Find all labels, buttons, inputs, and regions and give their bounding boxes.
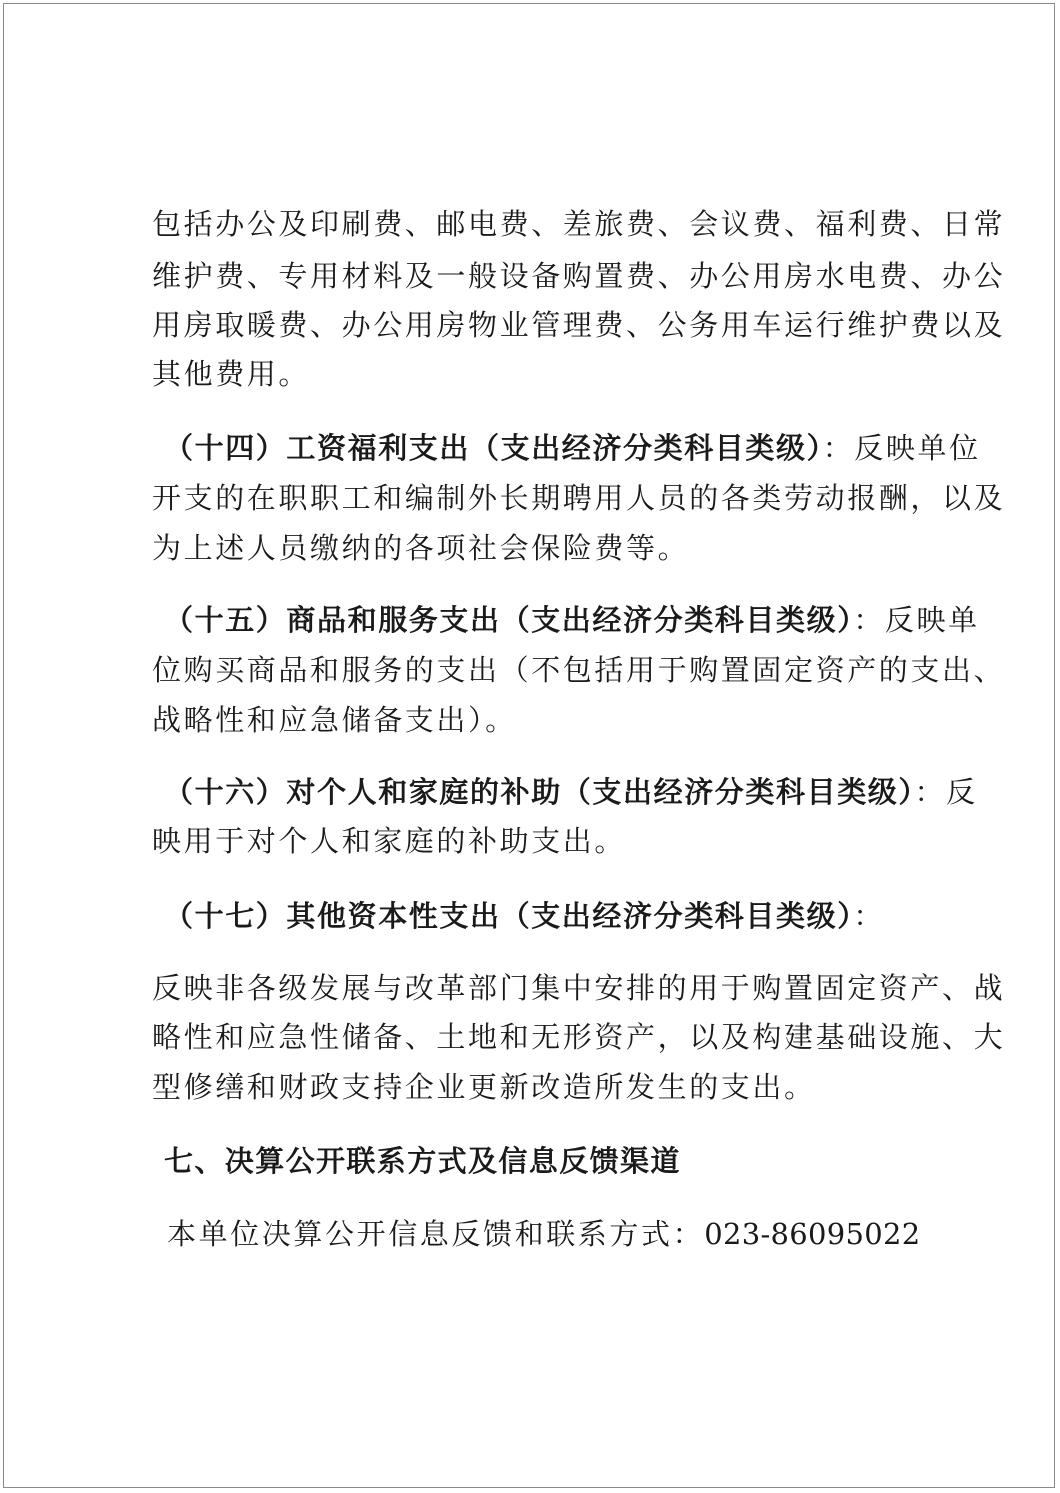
contact-line [167,1216,921,1252]
body-text-line: 包括办公及印刷费、邮电费、差旅费、会议费、福利费、日常 [152,207,1006,241]
item-14-lead: ：反映单位 [822,431,981,465]
item-16-title: （十六）对个人和家庭的补助（支出经济分类科目类级） [164,775,915,809]
body-text-line: 维护费、专用材料及一般设备购置费、办公用房水电费、办公 [152,259,1006,293]
item-14-title: （十四）工资福利支出（支出经济分类科目类级） [164,431,823,465]
page [3,3,1055,1488]
item-17-lead: ： [853,899,885,933]
item-16-lead: ：反 [914,775,978,809]
section-heading: 七、决算公开联系方式及信息反馈渠道 [164,1144,681,1178]
body-text-line: 映用于对个人和家庭的补助支出。 [152,824,627,858]
body-text-line: 略性和应急性储备、土地和无形资产，以及构建基础设施、大 [152,1020,1006,1054]
item-15-title: （十五）商品和服务支出（支出经济分类科目类级） [164,603,854,637]
body-text-line: 反映非各级发展与改革部门集中安排的用于购置固定资产、战 [152,971,1006,1005]
item-17-title: （十七）其他资本性支出（支出经济分类科目类级） [164,899,854,933]
item-14-first-line [164,430,981,466]
body-text-line: 用房取暖费、办公用房物业管理费、公务用车运行维护费以及 [152,308,1006,342]
contact-label: 本单位决算公开信息反馈和联系方式： [167,1217,705,1251]
item-17-first-line [164,898,885,934]
contact-phone: 023-86095022 [704,1217,921,1251]
item-15-lead: ：反映单 [853,603,980,637]
body-text-line: 位购买商品和服务的支出（不包括用于购置固定资产的支出、 [152,653,1006,687]
body-text-line: 型修缮和财政支持企业更新改造所发生的支出。 [152,1070,816,1104]
item-16-first-line [164,774,978,810]
body-text-line: 其他费用。 [152,357,311,391]
body-text-line: 开支的在职职工和编制外长期聘用人员的各类劳动报酬，以及 [152,481,1006,515]
body-text-line: 战略性和应急储备支出）。 [152,703,517,737]
body-text-line: 为上述人员缴纳的各项社会保险费等。 [152,531,690,565]
item-15-first-line [164,602,980,638]
